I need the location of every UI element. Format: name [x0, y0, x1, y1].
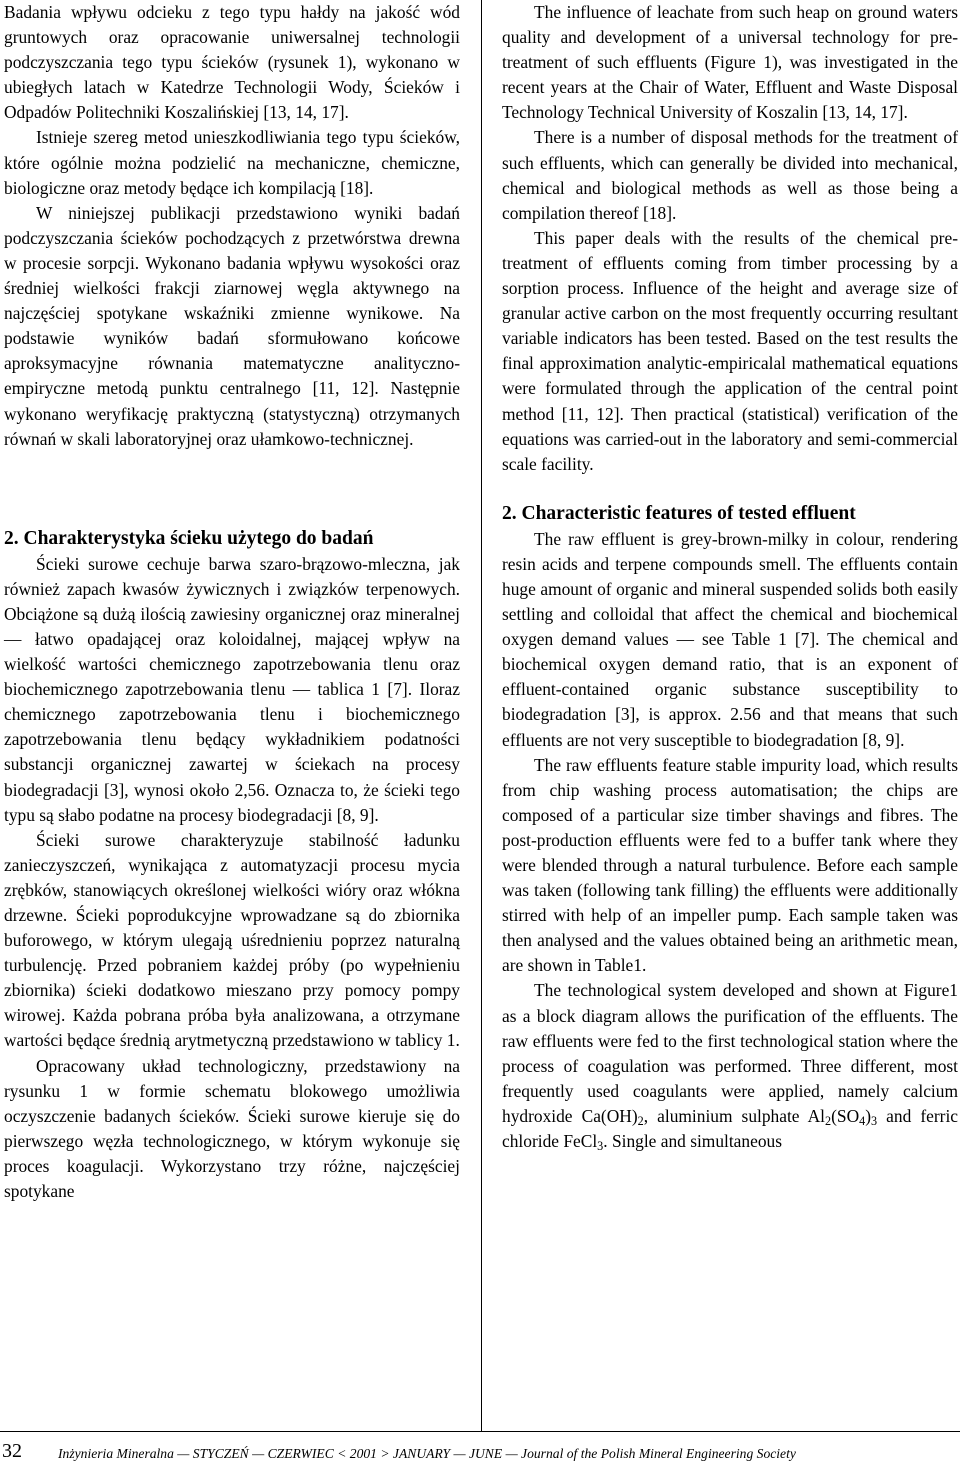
footer-rule	[0, 1431, 960, 1432]
text-run: ,	[643, 1105, 649, 1126]
formula-subscript: 2	[637, 1113, 644, 1128]
paragraph-with-formulas	[502, 978, 958, 1154]
section-heading: 2. Characteristic features of tested effluent	[502, 502, 856, 524]
formula-subscript: 3	[597, 1139, 604, 1154]
paragraph: Ścieki surowe charakteryzuje stabilność ładunku zanieczyszczeń, wynikająca z automatyzacji procesu mycia zrębków, stanowiących określonej wielkości wióry oraz włókna drzewne. Ścieki poprodukcyjne wprowadzane są do zbiornika buforowego, w którym ulegają uśrednieniu poprzez naturalną turbulencję. Przed pobraniem każdej próby (po wypełnieniu zbiornika) ścieki dodatkowo mieszano przy pomocy pompy wirowej. Każda pobrana próba była analizowana, a otrzymane wartości będące średnią arytmetyczną przedstawiono w tablicy 1.	[4, 829, 460, 1051]
formula-part: (SO	[831, 1105, 860, 1126]
formula-part: FeCl	[563, 1131, 598, 1152]
paragraph: Opracowany układ technologiczny, przedstawiony na rysunku 1 w formie schematu blokowego umożliwia oczyszczenie badanych ścieków. Ścieki surowe kieruje się do pierwszego węzła technologicznego, w którym wykonuje się proces koagulacji. Wykorzystano trzy różne, najczęściej spotykane	[4, 1055, 460, 1202]
formula-calcium-hydroxide	[582, 1106, 644, 1126]
section-heading: 2. Charakterystyka ścieku użytego do badań	[4, 527, 374, 549]
paragraph: The influence of leachate from such heap on ground waters quality and development of a universal technology for pre-treatment of such effluents (Figure 1), was investigated in the recent years at the Chair of Water, Effluent and Waste Disposal Technology Technical University of Koszalin [13, 14, 17].	[502, 2, 958, 123]
paragraph: Ścieki surowe cechuje barwa szaro-brązowo-mleczna, jak również zapach kwasów żywicznych i związków terpenowych. Obciążone są dużą ilością zawiesiny organicznej oraz mineralnej — łatwo opadającej oraz koloidalnej, mającej wpływ na wielkość wartości chemicznego zapotrzebowania tlenu oraz biochemicznego zapotrzebowania tlenu — tablica 1 [7]. Iloraz chemicznego zapotrzebowania tlenu i biochemicznego zapotrzebowania tlenu będący wykładnikiem podatności substancji organicznej zawartej w ściekach na procesy biodegradacji [3], wynosi około 2,56. Oznacza to, że ścieki tego typu są słabo podatne na procesy biodegradacji [8, 9].	[4, 553, 460, 825]
text-run: aluminium sulphate	[657, 1105, 800, 1126]
formula-subscript: 3	[871, 1113, 878, 1128]
text-run: . Single and simultaneous	[603, 1131, 782, 1152]
formula-aluminium-sulphate	[808, 1106, 877, 1126]
formula-part: Ca(OH)	[581, 1105, 638, 1126]
paragraph: The raw effluents feature stable impurity load, which results from chip washing process automatisation; the chips are composed of a particular size timber shavings and fibres. The post-production effluents were fed to a buffer tank where they were blended through a natural turbulence. Before each sample was taken (following tank filling) the effluents were additionally stirred with help of an impeller pump. Each sample taken was then analysed and the values obtained being an arithmetic mean, are shown in Table1.	[502, 754, 958, 976]
column-divider	[481, 0, 482, 1431]
page-number: 32	[2, 1440, 22, 1462]
formula-ferric-chloride	[563, 1131, 604, 1154]
english-column	[502, 0, 958, 1154]
page-footer	[0, 1436, 960, 1466]
formula-part: Al	[807, 1105, 826, 1126]
paragraph: Badania wpływu odcieku z tego typu hałdy na jakość wód gruntowych oraz opracowanie uniwersalnej technologii podczyszczania tego typu ścieków (rysunek 1), wykonano w ubiegłych latach w Katedrze Technologii Wody, Ścieków i Odpadów Politechniki Koszalińskiej [13, 14, 17].	[4, 2, 460, 123]
paragraph: W niniejszej publikacji przedstawiono wyniki badań podczyszczania ścieków pochodzących z przetwórstwa drewna w procesie sorpcji. Wykonano badania wpływu wysokości oraz średniej wielkości frakcji ziarnowej węgla aktywnego na najczęściej spotykane wskaźniki zmienne wynikowe. Na podstawie wyników badań sformułowano końcowe aproksymacyjne równania matematyczne analityczno-empiryczne metodą punktu centralnego [11, 12]. Następnie wykonano weryfikację praktyczną (statystyczną) otrzymanych równań w skali laboratoryjnej oraz ułamkowo-technicznej.	[4, 202, 460, 449]
journal-footer-line: Inżynieria Mineralna — STYCZEŃ — CZERWIEC < 2001 > JANUARY — JUNE — Journal of the Polish Mineral Engineering Society	[58, 1446, 796, 1461]
text-run: and ferric chloride	[502, 1105, 958, 1152]
paragraph: This paper deals with the results of the chemical pre-treatment of effluents coming from timber processing by a sorption process. Influence of the height and average size of granular active carbon on the most frequently occurring resultant variable indicators has been tested. Based on the test results the final approximation analytic-empiricalal mathematical equations were formulated through the application of the central point method [11, 12]. Then practical (statistical) verification of the equations was carried-out in the laboratory and semi-commercial scale facility.	[502, 227, 958, 474]
polish-column	[4, 0, 460, 1204]
formula-subscript: 4	[859, 1113, 866, 1128]
text-run: The technological system developed and shown at Figure1 as a block diagram allows the purification of the effluents. The raw effluents were fed to the first technological station where the process of coagulation was performed. Three different, most frequently used coagulants were applied, namely calcium hydroxide	[502, 980, 958, 1126]
formula-part: )	[865, 1105, 872, 1126]
paragraph: There is a number of disposal methods for the treatment of such effluents, which can generally be divided into mechanical, chemical and biological methods as well as those being a compilation thereof [18].	[502, 127, 958, 223]
paragraph: The raw effluent is grey-brown-milky in colour, rendering resin acids and terpene compounds smell. The effluents contain huge amount of organic and mineral suspended solids both easily settling and colloidal that affect the chemical and biochemical oxygen demand values — see Table 1 [7]. The chemical and biochemical oxygen demand ratio, that is an exponent of effluent-contained organic substance susceptibility to biodegradation [3], is approx. 2.56 and that means that such effluents are not very susceptible to biodegradation [8, 9].	[502, 528, 958, 750]
paragraph: Istnieje szereg metod unieszkodliwiania tego typu ścieków, które ogólnie można podzielić na mechaniczne, chemiczne, biologiczne oraz metody będące ich kompilacją [18].	[4, 127, 460, 198]
formula-subscript: 2	[825, 1113, 832, 1128]
